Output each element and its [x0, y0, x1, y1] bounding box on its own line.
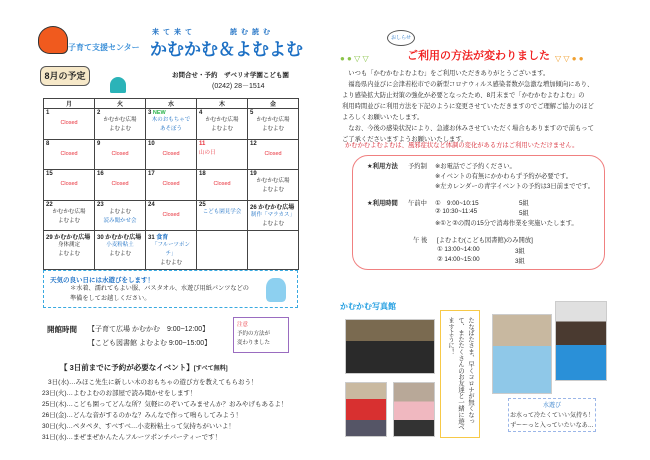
pm-slot: ② 14:00~15:00 [437, 256, 480, 263]
water-caption-line: お水って冷たくていい気持ち！ [509, 413, 594, 419]
weekday-header: 木 [197, 99, 248, 109]
day-event: かむかむ広場 [205, 117, 239, 123]
pm-slot: ① 13:00~14:00 [437, 246, 480, 253]
day-number: 5 [250, 110, 254, 116]
am-note: ※①と②の間の15分で消毒作業を実施いたします。 [435, 220, 578, 227]
am-slot: ② 10:30~11:45 [435, 208, 478, 215]
day-number: 16 [97, 171, 104, 177]
day-number: 25 [199, 201, 206, 208]
day-number: 18 [199, 171, 206, 177]
calendar-day [146, 109, 197, 140]
photo-child-2 [393, 382, 435, 437]
water-play-line: ＊水着、濡れてもよい服、バスタオル、水遊び用紙パンツなどの [70, 285, 249, 292]
calendar [43, 98, 299, 270]
day-event: Closed [213, 181, 231, 187]
water-play-title: 天気の良い日には水遊びをします！ [50, 277, 154, 284]
events-title [60, 362, 228, 373]
ruby-left: 来て来て [152, 29, 196, 36]
weekday-header: 金 [248, 99, 299, 109]
calendar-day [248, 200, 299, 231]
photo-water-play-2 [555, 301, 607, 381]
day-number: 26 [250, 204, 257, 211]
event-item: 23日(火)…よむよむのお部屋で読み聞かせをします！ [42, 390, 197, 397]
pm-groups: 3組 [515, 248, 525, 255]
weekday-header: 月 [44, 99, 95, 109]
day-event: よむよむ [108, 251, 131, 257]
calendar-day [197, 109, 248, 140]
events-title-text: 【 3日前までに予約が必要なイベント】 [60, 363, 194, 372]
day-number: 24 [148, 201, 155, 208]
calendar-day [248, 231, 299, 270]
notice-warning: かむかむよむよむは、風邪症状など体調の変化がある方はご利用いただけません。 [345, 142, 579, 149]
day-event: Closed [111, 150, 129, 157]
paragraph-line: より感染拡大防止対策の強化が必要となったため、8月末まで「かむかむよむよむ」の [342, 92, 585, 99]
day-event: よむよむ [210, 126, 233, 132]
logo-icon [38, 26, 68, 54]
day-event: 読み聞かせ会 [103, 217, 137, 224]
day-number: 31 [148, 235, 155, 241]
calendar-day [146, 170, 197, 201]
water-play-caption [508, 398, 596, 432]
paragraph-line: 福島県内並びに会津若松市での新型コロナウィルス感染者数が急激な増加傾向にあり、 [342, 81, 594, 88]
photo-child-1 [345, 382, 387, 437]
baby-in-pool-icon [266, 278, 286, 302]
tanabata-message: たなばたさま、早くコロナが無くなって、またたくさんのお友達と一緒に遊べますように！ [440, 310, 480, 438]
day-event: 制作「マラカス」 [250, 211, 295, 218]
pm-groups: 3組 [515, 258, 525, 265]
calendar-day [197, 231, 248, 270]
schedule-sign: 8月の予定 [40, 66, 90, 86]
paragraph-line: よろしくお願いいたします。 [342, 114, 424, 121]
calendar-day [146, 231, 197, 270]
calendar-day [95, 200, 146, 231]
day-event: Closed [264, 150, 282, 157]
calendar-day [95, 231, 146, 270]
am-slot: ① 9:00~10:15 [435, 200, 479, 207]
day-event: よむよむ [261, 187, 284, 193]
note-line: 予約の方法が [237, 331, 271, 337]
method-note: ※イベントの有無にかかわらず予約が必要です。 [435, 173, 573, 180]
note-title: 注意 [237, 322, 249, 328]
day-event: よむよむ [57, 217, 80, 224]
paragraph-line: 利用時間並びに利用方法を下記のように変更させていただきますのでご理解ご協力のほど [342, 103, 594, 110]
calendar-day [248, 170, 299, 201]
day-event: 身体測定 [57, 242, 80, 248]
day-tag: かむかむ広場 [258, 204, 295, 211]
hours-label: 開館時間 [47, 325, 77, 334]
day-event: Closed [162, 150, 180, 157]
events-free: [すべて無料] [193, 366, 228, 372]
day-event: よむよむ [57, 251, 80, 257]
day-event: よむよむ [108, 126, 131, 132]
event-item: 26日(金)…どんな音がするのかな？みんなで作って鳴らしてみよう！ [42, 412, 243, 419]
day-number: 22 [46, 201, 53, 208]
day-event: Closed [60, 120, 78, 126]
day-event: 山の日 [199, 149, 216, 156]
day-number: 3 [148, 110, 152, 116]
pm-title: [よむよむ(こども図書館)のみ開放] [437, 237, 533, 244]
water-play-box [43, 270, 298, 308]
water-play-line: 準備をしてお越しください。 [70, 295, 151, 302]
note-line: 変わりました [237, 340, 271, 346]
method-label: ★利用方法 [367, 163, 398, 170]
method-type: 予約制 [408, 163, 427, 170]
event-item: 25日(木)…こども園ってどんな所？気軽にのぞいてみませんか？おみやげもあるよ！ [42, 401, 288, 408]
paragraph-line: ご了承くださいますようお願いいたします。 [342, 136, 468, 143]
water-caption-line: ずーーっと入っていたいなあ… [510, 423, 594, 429]
notice-bubble: おしらせ [387, 30, 415, 46]
day-tag: 食育 [156, 235, 169, 241]
day-number: 4 [199, 110, 203, 116]
day-number: 15 [46, 171, 53, 177]
am-groups: 5組 [519, 200, 529, 207]
water-caption-title: 水遊び [542, 403, 561, 409]
day-event: よむよむ [261, 220, 284, 227]
method-note: ※左カレンダーの青字イベントの予約は3日前までです。 [435, 183, 594, 190]
paragraph-line: いつも「かむかむよむよむ」をご利用いただきありがとうございます。 [342, 70, 550, 77]
day-event: かむかむ広場 [103, 117, 137, 123]
day-number: 29 [46, 235, 53, 241]
time-label: ★利用時間 [367, 200, 398, 207]
day-tag: かむかむ広場 [54, 235, 91, 241]
usage-box [352, 155, 605, 270]
calendar-day [197, 170, 248, 201]
event-item: 3日(水)…みほこ先生に新しい木のおもちゃの遊び方を教えてもらおう！ [48, 379, 258, 386]
day-number: 9 [97, 140, 101, 147]
photo-tanabata-craft [345, 319, 435, 374]
day-event: かむかむ広場 [256, 178, 290, 184]
photo-section-title: かむかむ写真館 [340, 302, 396, 311]
day-number: 1 [46, 110, 50, 116]
hours-kamukamu: 【子育て広場 かむかむ 9:00~12:00】 [88, 326, 210, 333]
day-event: Closed [60, 181, 78, 187]
day-event: あそぼう [159, 126, 182, 132]
day-event: 小麦粉粘土 [106, 242, 134, 248]
photo-water-play-1 [492, 314, 552, 394]
day-number: 2 [97, 110, 101, 116]
calendar-day [95, 109, 146, 140]
center-subtitle: 子育て支援センター [68, 43, 140, 52]
calendar-day [146, 139, 197, 170]
day-number: 17 [148, 171, 155, 177]
ruby-right: 読む読む [230, 29, 274, 36]
day-number: 23 [97, 201, 104, 208]
calendar-day [95, 139, 146, 170]
main-title: かむかむ＆よむよむ [150, 40, 303, 59]
day-number: 12 [250, 140, 257, 147]
pm-label: 午 後 [413, 237, 428, 244]
calendar-day [197, 139, 248, 170]
day-event: Closed [111, 181, 129, 187]
weekday-header: 火 [95, 99, 146, 109]
flower-ornament-icon: ▽ ▽ ● ● [555, 54, 584, 63]
day-event: Closed [162, 181, 180, 187]
day-tag: NEW [152, 110, 166, 116]
day-event: 木のおもちゃで [151, 117, 191, 123]
day-tag: かむかむ広場 [105, 235, 142, 241]
day-event: よむよむ [108, 208, 131, 215]
notice-title: ご利用の方法が変わりました [407, 50, 550, 62]
day-number: 11 [199, 140, 206, 147]
calendar-day [248, 139, 299, 170]
notice-paragraph [342, 68, 642, 145]
calendar-day [44, 170, 95, 201]
calendar-day [44, 139, 95, 170]
am-label: 午前中 [408, 200, 427, 207]
calendar-day [44, 109, 95, 140]
calendar-day [146, 200, 197, 231]
day-event: こども園見学会 [202, 208, 242, 215]
am-groups: 5組 [519, 210, 529, 217]
paragraph-line: なお、今後の感染状況により、急遽お休みさせていただく場合もありますので前もって [342, 125, 594, 132]
note-box [233, 317, 289, 353]
calendar-day [44, 231, 95, 270]
event-item: 31日(水)…まぜまぜかんたんフルーツポンチパーティーです！ [42, 434, 222, 441]
method-note: ※お電話でご予約ください。 [435, 163, 516, 170]
day-event: よむよむ [159, 260, 182, 266]
event-item: 30日(火)…ペタペタ、すべすべ…小麦粉粘土って気持ちがいいよ！ [42, 423, 235, 430]
calendar-day [44, 200, 95, 231]
phone-number: (0242) 28－1514 [212, 83, 265, 90]
day-number: 10 [148, 140, 155, 147]
day-event: かむかむ広場 [256, 117, 290, 123]
calendar-day [248, 109, 299, 140]
day-event: かむかむ広場 [52, 208, 86, 215]
calendar-day [95, 170, 146, 201]
weekday-header: 水 [146, 99, 197, 109]
day-number: 19 [250, 171, 257, 177]
mascot-icon [110, 77, 126, 93]
calendar-day [197, 200, 248, 231]
day-event: 「フルーツポンチ」 [151, 242, 191, 257]
day-number: 8 [46, 140, 50, 147]
day-event: Closed [60, 150, 78, 157]
day-number: 30 [97, 235, 104, 241]
day-event: よむよむ [261, 126, 284, 132]
day-event: Closed [162, 211, 180, 218]
hours-yomuyomu: 【こども図書館 よむよむ 9:00~15:00】 [88, 340, 212, 347]
contact-info: お問合せ・予約 ザベリオ学園こども園 [172, 72, 289, 79]
flower-ornament-icon: ● ● ▽ ▽ [340, 54, 369, 63]
